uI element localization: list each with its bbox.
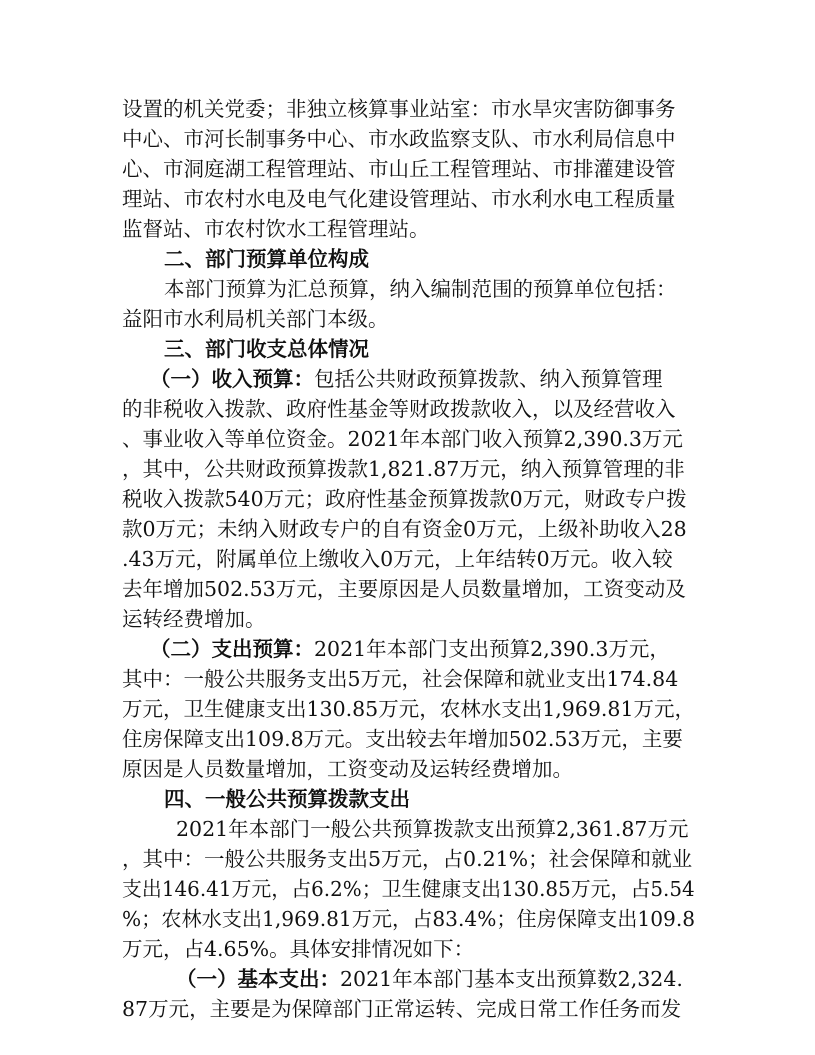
text-line: 支出146.41万元，占6.2%；卫生健康支出130.85万元，占5.54 xyxy=(122,877,695,901)
text-line: 万元，占4.65%。具体安排情况如下： xyxy=(122,937,475,961)
text-line: 中心、市河长制事务中心、市水政监察支队、市水利局信息中 xyxy=(122,127,676,151)
paragraph-lead-line xyxy=(176,967,683,991)
paragraph-lead-line xyxy=(150,637,670,661)
section-heading: 四、一般公共预算拨款支出 xyxy=(164,787,410,811)
text-line: 87万元，主要是为保障部门正常运转、完成日常工作任务而发 xyxy=(122,997,682,1021)
text-line: 、事业收入等单位资金。2021年本部门收入预算2,390.3万元 xyxy=(122,427,683,451)
text-line: 2021年本部门一般公共预算拨款支出预算2,361.87万元 xyxy=(176,817,689,841)
text-line: 去年增加502.53万元，主要原因是人员数量增加，工资变动及 xyxy=(122,577,686,601)
text-span: 2021年本部门基本支出预算数2,324. xyxy=(340,967,683,991)
text-line: .43万元，附属单位上缴收入0万元，上年结转0万元。收入较 xyxy=(122,547,673,571)
text-line: 住房保障支出109.8万元。支出较去年增加502.53万元，主要 xyxy=(122,727,683,751)
paragraph-lead: （一）收入预算： xyxy=(150,367,314,391)
text-line: 原因是人员数量增加，工资变动及运转经费增加。 xyxy=(122,757,573,781)
text-line: 款0万元；未纳入财政专户的自有资金0万元，上级补助收入28 xyxy=(122,517,687,541)
text-span: 2021年本部门支出预算2,390.3万元， xyxy=(314,637,670,661)
text-line: 益阳市水利局机关部门本级。 xyxy=(122,307,389,331)
text-span: 包括公共财政预算拨款、纳入预算管理 xyxy=(314,367,663,391)
text-line: 的非税收入拨款、政府性基金等财政拨款收入，以及经营收入 xyxy=(122,397,676,421)
text-line: 万元，卫生健康支出130.85万元，农林水支出1,969.81万元， xyxy=(122,697,696,721)
text-line: 本部门预算为汇总预算，纳入编制范围的预算单位包括： xyxy=(164,277,677,301)
text-line: 心、市洞庭湖工程管理站、市山丘工程管理站、市排灌建设管 xyxy=(122,157,676,181)
text-line: 设置的机关党委；非独立核算事业站室：市水旱灾害防御事务 xyxy=(122,97,676,121)
text-line: 运转经费增加。 xyxy=(122,607,266,631)
text-line: 监督站、市农村饮水工程管理站。 xyxy=(122,217,430,241)
paragraph-lead: （二）支出预算： xyxy=(150,637,314,661)
paragraph-lead: （一）基本支出： xyxy=(176,967,340,991)
text-line: 理站、市农村水电及电气化建设管理站、市水利水电工程质量 xyxy=(122,187,676,211)
section-heading: 三、部门收支总体情况 xyxy=(164,337,369,361)
text-line: 其中：一般公共服务支出5万元，社会保障和就业支出174.84 xyxy=(122,667,679,691)
text-line: 税收入拨款540万元；政府性基金预算拨款0万元，财政专户拨 xyxy=(122,487,687,511)
text-line: %；农林水支出1,969.81万元，占83.4%；住房保障支出109.8 xyxy=(122,907,696,931)
text-line: ，其中：一般公共服务支出5万元，占0.21%；社会保障和就业 xyxy=(122,847,693,871)
paragraph-lead-line xyxy=(150,367,663,391)
text-line: ，其中，公共财政预算拨款1,821.87万元，纳入预算管理的非 xyxy=(122,457,685,481)
section-heading: 二、部门预算单位构成 xyxy=(164,247,369,271)
